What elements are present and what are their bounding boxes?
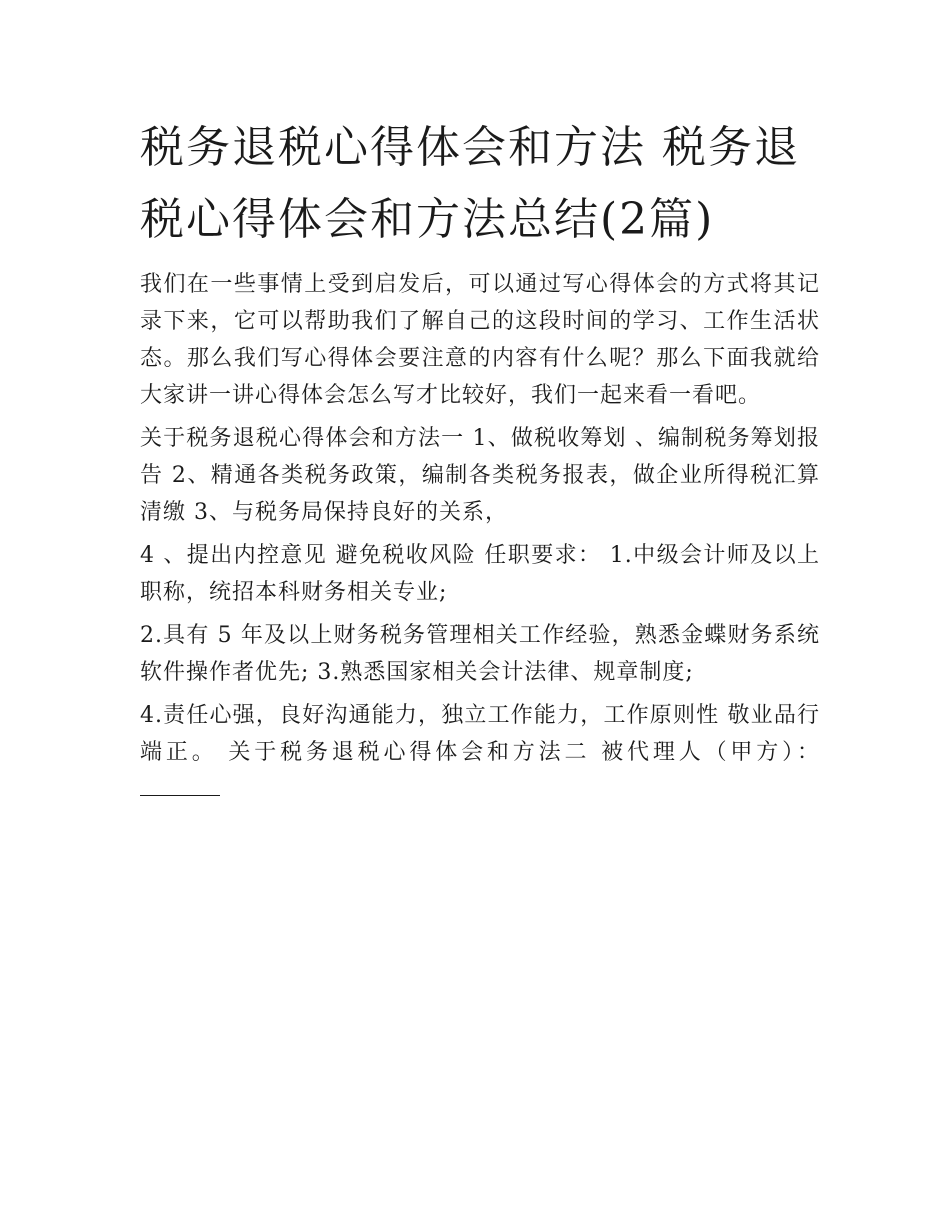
paragraph-intro: 我们在一些事情上受到启发后，可以通过写心得体会的方式将其记录下来，它可以帮助我们了解自己的这段时间的学习、工作生活状态。那么我们写心得体会要注意的内容有什么呢？那么下面我就给大家讲一讲心得体会怎么写才比较好，我们一起来看一看吧。	[140, 272, 820, 408]
blank-fill-line	[140, 777, 220, 796]
paragraph-requirement-four	[140, 697, 820, 808]
paragraph-section-one: 关于税务退税心得体会和方法一 1、做税收筹划 、编制税务筹划报告 2、精通各类税务政策，编制各类税务报表，做企业所得税汇算清缴 3、与税务局保持良好的关系，	[140, 426, 820, 525]
document-page	[140, 112, 820, 808]
paragraph-requirement-four-text: 4.责任心强，良好沟通能力，独立工作能力，工作原则性 敬业品行端正。 关于税务退税心得体会和方法二 被代理人（甲方）：	[140, 703, 820, 765]
paragraph-item-four: 4 、提出内控意见 避免税收风险 任职要求： 1.中级会计师及以上职称，统招本科财务相关专业;	[140, 543, 820, 605]
paragraph-requirement-two: 2.具有 5 年及以上财务税务管理相关工作经验，熟悉金蝶财务系统软件操作者优先; 3.熟悉国家相关会计法律、规章制度;	[140, 623, 820, 685]
document-title: 税务退税心得体会和方法 税务退税心得体会和方法总结(2篇)	[140, 122, 800, 245]
